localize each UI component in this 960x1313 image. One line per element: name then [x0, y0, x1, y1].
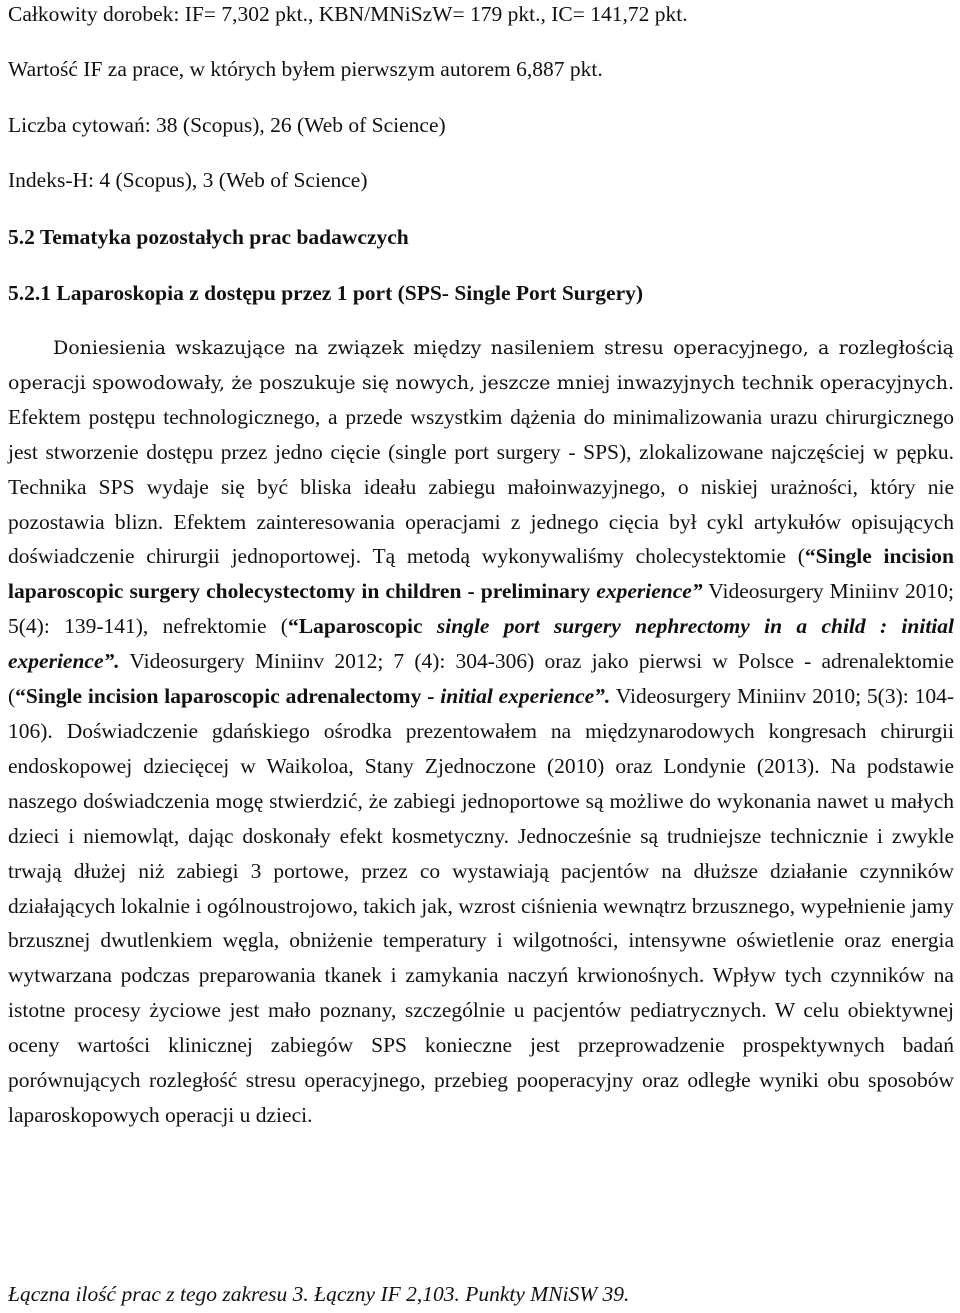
reference-source: Videosurgery Miniinv 2010; 5(3): 104-106). — [8, 684, 954, 743]
paragraph-text: Jednocześnie są trudniejsze technicznie i zwykle trwają dłużej niż zabiegi 3 portowe, przez co wystawiają pacjentów na dłuższe działanie czynników działających lokalnie i ogólnoustrojowo, takich jak, wzrost ciśnienia wewnątrz brzusznego, wypełnienie jamy brzusznej dwutlenkiem węgla, obniżenie temperatury i wilgotności, intensywne oświetlenie oraz energia wytwarzana podczas preparowania tkanek i zamykania naczyń krwionośnych. — [8, 823, 954, 988]
paragraph-text: Doniesienia wskazujące na związek między nasileniem stresu operacyjnego, a rozległością operacji spowodowały, że poszukuje się nowych, jeszcze mniej inwazyjnych technik operacyjnych. — [8, 337, 954, 394]
footer-summary: Łączna ilość prac z tego zakresu 3. Łączny IF 2,103. Punkty MNiSW 39. — [8, 1282, 630, 1306]
subsection-heading: 5.2.1 Laparoskopia z dostępu przez 1 port (SPS- Single Port Surgery) — [8, 281, 644, 305]
total-output-line: Całkowity dorobek: IF= 7,302 pkt., KBN/MNiSzW= 179 pkt., IC= 141,72 pkt. — [8, 2, 688, 26]
citations-line: Liczba cytowań: 38 (Scopus), 26 (Web of Science) — [8, 113, 446, 137]
reference-title: “Laparoscopic — [287, 614, 423, 639]
reference-title: “Single incision laparoscopic adrenalectomy - — [15, 684, 435, 709]
reference-source: Videosurgery Miniinv 2010; 5(4): 139-141), nefrektomie ( — [8, 579, 955, 639]
reference-title: initial experience”. — [434, 684, 611, 709]
section-heading: 5.2 Tematyka pozostałych prac badawczych — [8, 225, 409, 249]
reference-title: experience” — [590, 579, 703, 604]
reference-title: single port surgery nephrectomy in a child : initial experience”. — [8, 614, 955, 674]
first-author-if-line: Wartość IF za prace, w których byłem pierwszym autorem 6,887 pkt. — [8, 57, 603, 81]
paragraph-text: Efektem postępu technologicznego, a przede wszystkim dążenia do minimalizowania urazu chirurgicznego jest stworzenie dostępu przez jedno cięcie (single port surgery - SPS), zlokalizowane najczęściej w pępku. — [8, 404, 954, 464]
paragraph-text: Wpływ tych czynników na istotne procesy życiowe jest mało poznany, szczególnie u pacjentów pediatrycznych. — [8, 963, 954, 1023]
body-paragraph — [8, 332, 954, 1134]
reference-title: “Single incision laparoscopic surgery cholecystectomy in children - preliminary — [8, 544, 955, 604]
paragraph-text: Tą metodą wykonywaliśmy cholecystektomie ( — [361, 544, 805, 569]
paragraph-text: Doświadczenie gdańskiego ośrodka prezentowałem na międzynarodowych kongresach chirurgii endoskopowej dziecięcej w Waikoloa, Stany Zjednoczone (2010) oraz Londynie (2013). — [8, 718, 954, 778]
paragraph-text: W celu obiektywnej oceny wartości klinicznej zabiegów SPS konieczne jest przeprowadzenie prospektywnych badań porównujących rozległość stresu operacyjnego, przebieg pooperacyjny oraz odległe wyniki obu sposobów laparoskopowych operacji u dzieci. — [8, 998, 955, 1127]
reference-source: Videosurgery Miniinv 2012; 7 (4): 304-306) oraz jako pierwsi w Polsce - adrenalektomie ( — [8, 649, 954, 709]
h-index-line: Indeks-H: 4 (Scopus), 3 (Web of Science) — [8, 168, 368, 192]
paragraph-text: Technika SPS wydaje się być bliska ideału zabiegu małoinwazyjnego, o niskiej urażności, który nie pozostawia blizn. Efektem zainteresowania operacjami z jednego cięcia był cykl artykułów opisujących doświadczenie chirurgii jednoportowej. — [8, 474, 954, 569]
paragraph-text: Na podstawie naszego doświadczenia mogę stwierdzić, że zabiegi jednoportowe są możliwe do wykonania nawet u małych dzieci i niemowląt, dając doskonały efekt kosmetyczny. — [8, 753, 955, 848]
